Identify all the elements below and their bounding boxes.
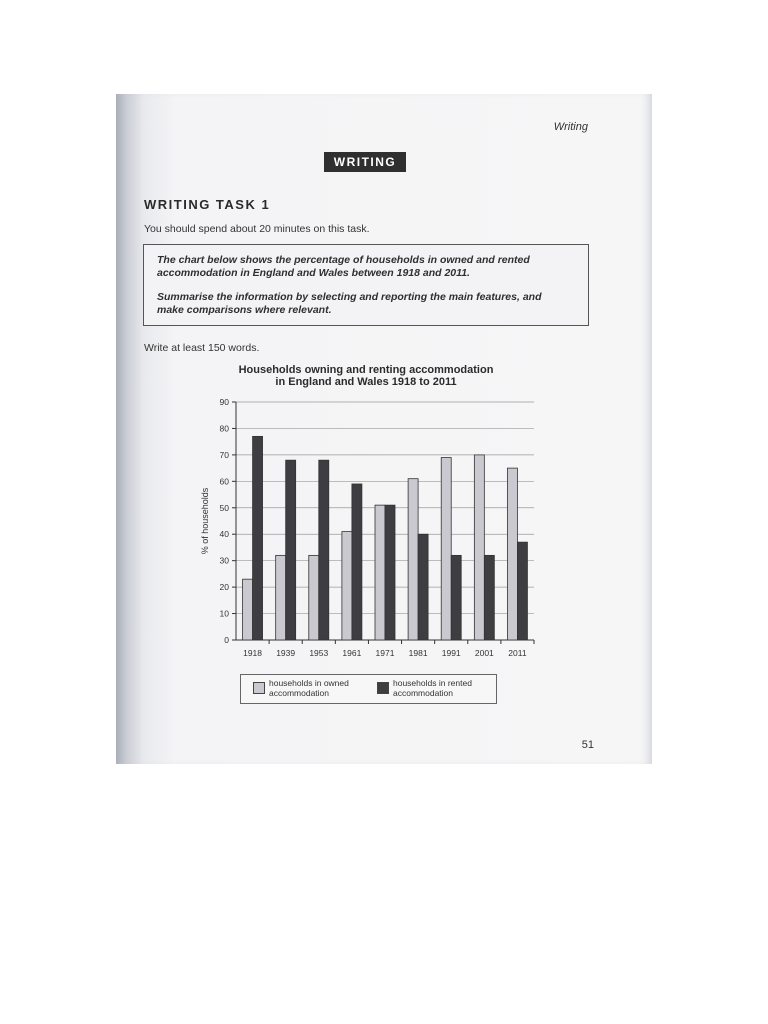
bar-rented-2011 xyxy=(517,542,527,640)
textbook-page xyxy=(116,94,652,764)
legend-label-rented: households in rented accommodation xyxy=(393,678,472,698)
legend-swatch-rented xyxy=(377,682,389,694)
chart-title-line-1: Households owning and renting accommodation xyxy=(238,364,494,376)
y-axis-label: % of households xyxy=(200,487,210,555)
section-banner: WRITING xyxy=(324,152,406,172)
legend-label-owned: households in owned accommodation xyxy=(269,678,349,698)
y-tick-label: 10 xyxy=(219,608,229,619)
bar-rented-1961 xyxy=(352,484,362,640)
prompt-line-4: make comparisons where relevant. xyxy=(157,304,332,316)
y-tick-label: 70 xyxy=(219,449,229,460)
bar-rented-1991 xyxy=(451,555,461,640)
x-tick-label: 1971 xyxy=(375,648,395,658)
page-number: 51 xyxy=(581,739,594,751)
legend-item-rented xyxy=(377,678,493,698)
y-tick-label: 20 xyxy=(219,582,229,593)
bar-rented-1918 xyxy=(253,436,263,640)
bar-rented-2001 xyxy=(484,555,494,640)
y-tick-label: 40 xyxy=(219,529,229,540)
chart-title-line-2: in England and Wales 1918 to 2011 xyxy=(275,376,457,388)
y-tick-label: 0 xyxy=(224,635,229,645)
y-tick-label: 90 xyxy=(219,397,229,407)
chart-legend xyxy=(240,674,497,704)
bar-owned-2001 xyxy=(474,455,484,640)
y-tick-label: 60 xyxy=(219,476,229,487)
bar-owned-2011 xyxy=(507,468,517,640)
running-head: Writing xyxy=(553,121,588,133)
bar-owned-1953 xyxy=(309,555,319,640)
bar-owned-1991 xyxy=(441,458,451,640)
legend-item-owned xyxy=(253,678,369,698)
bar-rented-1939 xyxy=(286,460,296,640)
x-tick-label: 1918 xyxy=(243,648,263,658)
bar-rented-1953 xyxy=(319,460,329,640)
x-tick-label: 2011 xyxy=(508,648,527,658)
bar-owned-1961 xyxy=(342,532,352,640)
bar-rented-1971 xyxy=(385,505,395,640)
task-prompt-box xyxy=(143,244,589,326)
word-count-instruction: Write at least 150 words. xyxy=(144,342,260,354)
bar-owned-1971 xyxy=(375,505,385,640)
bar-owned-1939 xyxy=(276,555,286,640)
bar-rented-1981 xyxy=(418,534,428,640)
bar-owned-1918 xyxy=(243,579,253,640)
x-tick-label: 1961 xyxy=(342,648,362,658)
x-tick-label: 1939 xyxy=(276,648,296,658)
x-tick-label: 2001 xyxy=(474,648,494,658)
chart-title xyxy=(216,364,516,388)
time-instruction: You should spend about 20 minutes on this task. xyxy=(144,223,370,235)
task-heading: WRITING TASK 1 xyxy=(144,197,271,212)
y-tick-label: 80 xyxy=(219,423,229,434)
bar-chart xyxy=(116,394,652,669)
prompt-line-1: The chart below shows the percentage of households in owned and rented xyxy=(157,254,530,266)
x-tick-label: 1953 xyxy=(309,648,329,658)
prompt-line-2: accommodation in England and Wales between 1918 and 2011. xyxy=(157,267,470,279)
x-tick-label: 1991 xyxy=(441,648,461,658)
y-tick-label: 30 xyxy=(219,555,229,566)
bar-owned-1981 xyxy=(408,479,418,640)
y-tick-label: 50 xyxy=(219,502,229,513)
prompt-line-3: Summarise the information by selecting and reporting the main features, and xyxy=(157,291,542,303)
x-tick-label: 1981 xyxy=(408,648,428,658)
legend-swatch-owned xyxy=(253,682,265,694)
